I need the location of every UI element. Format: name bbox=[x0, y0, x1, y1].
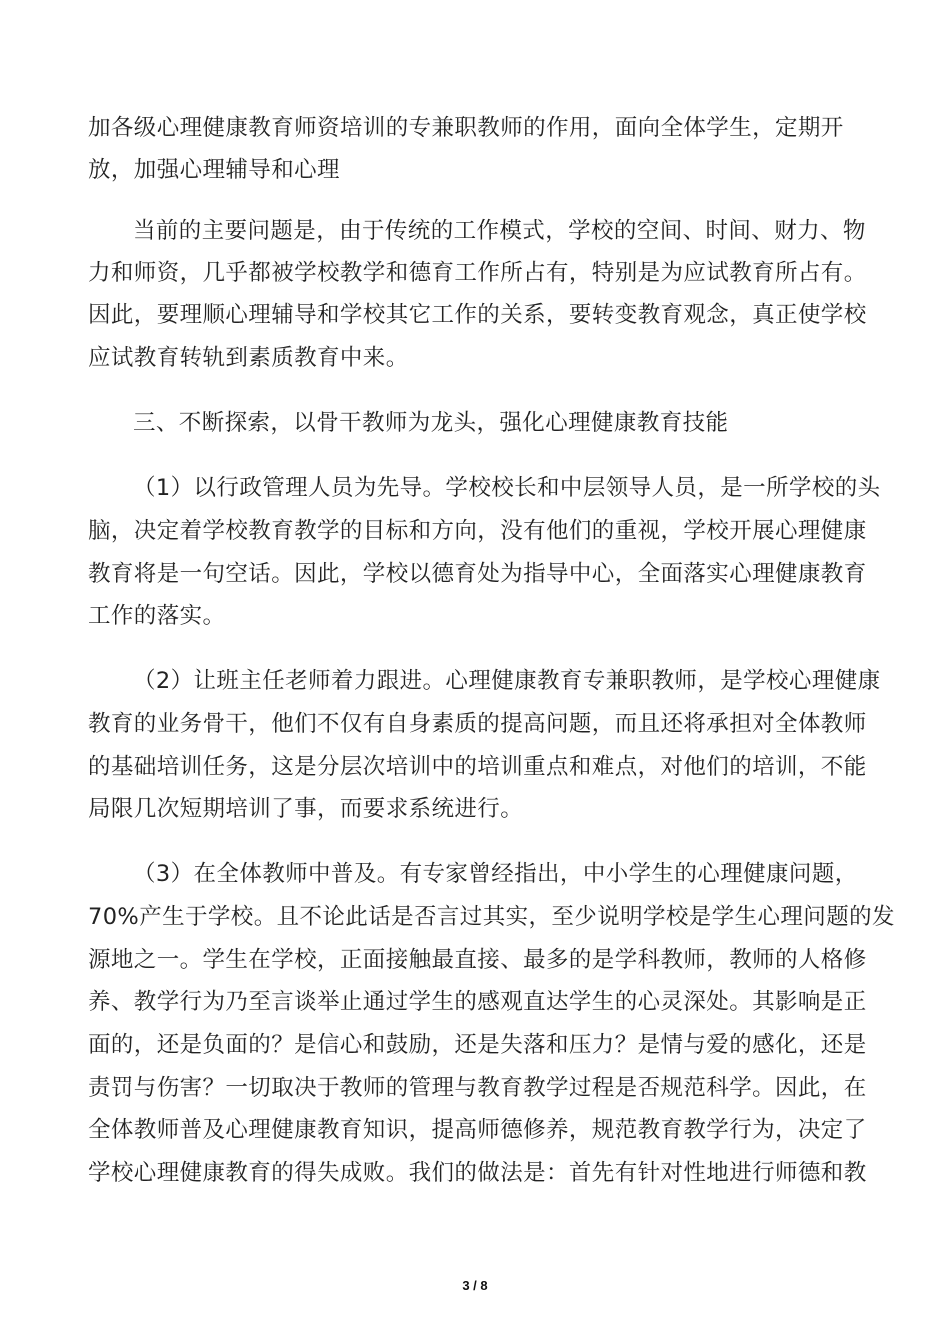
text-line: 应试教育转轨到素质教育中来。 bbox=[88, 345, 409, 371]
text-line: 学校心理健康教育的得失成败。我们的做法是：首先有针对性地进行师德和教 bbox=[88, 1160, 867, 1186]
section-heading: 三、不断探索，以骨干教师为龙头，强化心理健康教育技能 bbox=[133, 410, 729, 436]
page-number: 3 / 8 bbox=[462, 1278, 488, 1293]
text-line: 局限几次短期培训了事，而要求系统进行。 bbox=[88, 796, 524, 822]
text-line: 因此，要理顺心理辅导和学校其它工作的关系，要转变教育观念，真正使学校 bbox=[88, 302, 867, 328]
text-line: （2）让班主任老师着力跟进。心理健康教育专兼职教师，是学校心理健康 bbox=[133, 668, 881, 694]
text-line: 面的，还是负面的？是信心和鼓励，还是失落和压力？是情与爱的感化，还是 bbox=[88, 1032, 867, 1058]
text-line: 工作的落实。 bbox=[88, 603, 226, 629]
text-line: 70%产生于学校。且不论此话是否言过其实，至少说明学校是学生心理问题的发 bbox=[88, 904, 895, 930]
text-line: 教育将是一句空话。因此，学校以德育处为指导中心，全面落实心理健康教育 bbox=[88, 561, 867, 587]
text-line: 责罚与伤害？一切取决于教师的管理与教育教学过程是否规范科学。因此，在 bbox=[88, 1075, 867, 1101]
text-line: 养、教学行为乃至言谈举止通过学生的感观直达学生的心灵深处。其影响是正 bbox=[88, 989, 867, 1015]
text-line: 放，加强心理辅导和心理 bbox=[88, 157, 340, 183]
text-line: （3）在全体教师中普及。有专家曾经指出，中小学生的心理健康问题， bbox=[133, 861, 858, 887]
text-line: （1）以行政管理人员为先导。学校校长和中层领导人员，是一所学校的头 bbox=[133, 475, 881, 501]
text-line: 教育的业务骨干，他们不仅有自身素质的提高问题，而且还将承担对全体教师 bbox=[88, 711, 867, 737]
text-line: 当前的主要问题是，由于传统的工作模式，学校的空间、时间、财力、物 bbox=[133, 218, 866, 244]
text-line: 加各级心理健康教育师资培训的专兼职教师的作用，面向全体学生，定期开 bbox=[88, 115, 844, 141]
text-line: 全体教师普及心理健康教育知识，提高师德修养，规范教育教学行为，决定了 bbox=[88, 1117, 867, 1143]
text-line: 脑，决定着学校教育教学的目标和方向，没有他们的重视，学校开展心理健康 bbox=[88, 518, 867, 544]
text-line: 源地之一。学生在学校，正面接触最直接、最多的是学科教师，教师的人格修 bbox=[88, 947, 867, 973]
text-line: 的基础培训任务，这是分层次培训中的培训重点和难点，对他们的培训，不能 bbox=[88, 754, 867, 780]
text-line: 力和师资，几乎都被学校教学和德育工作所占有，特别是为应试教育所占有。 bbox=[88, 260, 867, 286]
